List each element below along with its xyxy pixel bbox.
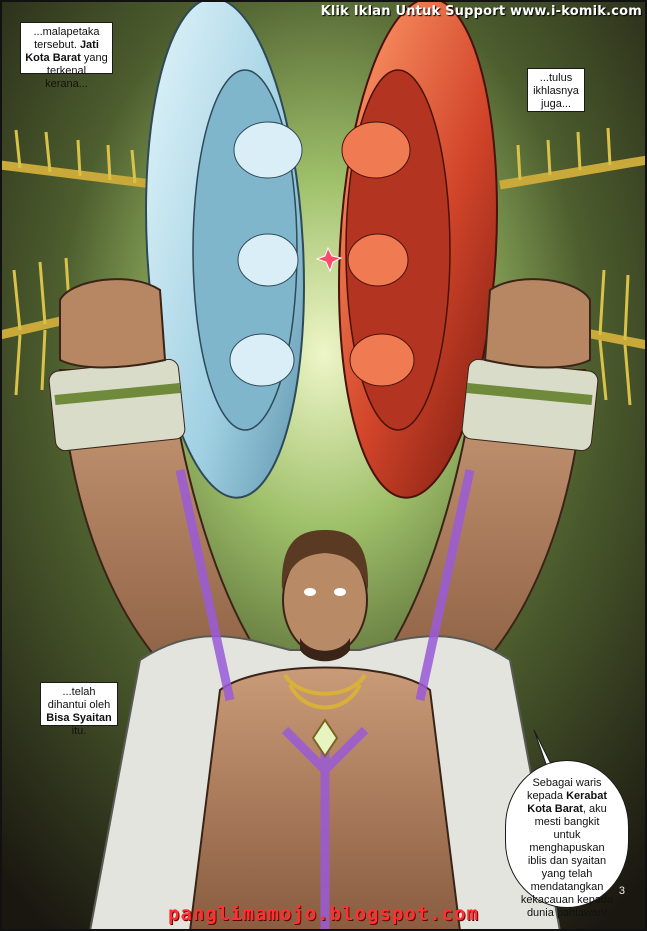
- speech-text: Sebagai waris kepada: [526, 777, 602, 802]
- caption-text: ...tulus ikhlasnya juga...: [533, 72, 579, 110]
- caption-text: yang terkenal kerana...: [45, 52, 108, 90]
- speech-bubble: [505, 760, 629, 919]
- speech-emphasis: Kerabat Kota Barat: [527, 790, 608, 815]
- caption-top-left: [20, 22, 113, 90]
- blog-watermark: panglimamojo.blogspot.com: [168, 903, 479, 925]
- caption-text: ...malapetaka tersebut.: [33, 26, 100, 51]
- speech-text: , aku mesti bangkit untuk menghapuskan iblis dan syaitan yang telah mendatangkan kekacauan kepada dunia pahlawan!: [520, 803, 614, 919]
- caption-emphasis: Bisa Syaitan: [46, 712, 112, 724]
- page-number: 3: [618, 885, 625, 897]
- caption-text: ...telah dihantui oleh: [47, 686, 111, 711]
- caption-mid-left: [40, 682, 118, 737]
- caption-top-right: [527, 68, 585, 112]
- caption-emphasis: Jati Kota Barat: [25, 39, 99, 64]
- site-credit: Klik Iklan Untuk Support www.i-komik.com: [320, 4, 642, 19]
- caption-text: itu.: [71, 725, 87, 737]
